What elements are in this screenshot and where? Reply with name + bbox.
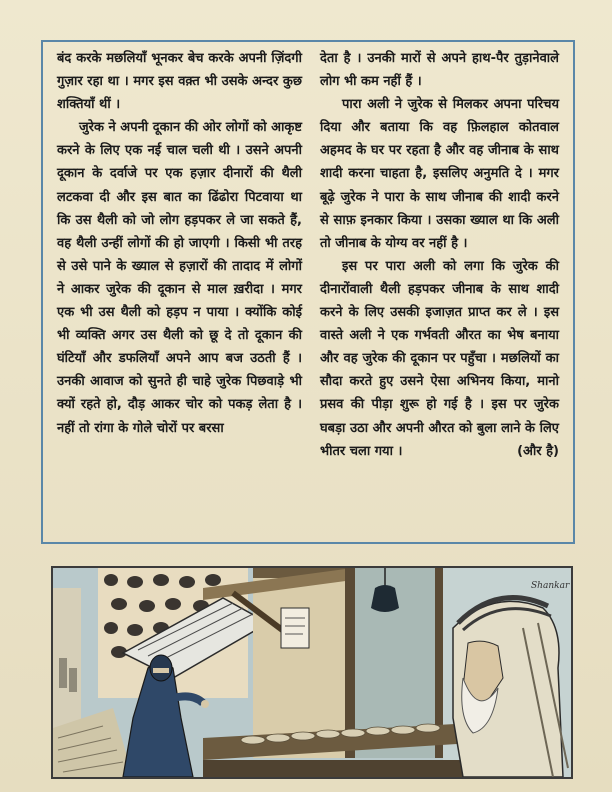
left-paragraph-2: जुरेक ने अपनी दूकान की ओर लोगों को आकृष्ट करने के लिए एक नई चाल चली थी । उसने अपनी दूकान के दर्वाजे पर एक हज़ार दीनारों की थैली लटकवा दी और इस बात का ढिंढोरा पिटवाया था कि उस थैली को जो लोग हड़पकर ले जा सकते हैं, वह थैली उन्हीं लोगों की हो जाएगी । किसी भी तरह से उसे पाने के ख्याल से हज़ारों की तादाद में लोगों ने आकर जुरेक की दूकान से माल ख़रीदा । मगर एक भी उस थैली को हड़प न पाया । क्योंकि कोई भी व्यक्ति अगर उस थैली को छू दे तो दूकान की घंटियाँ और डफलियाँ अपने आप बज उठती हैं । उनकी आवाज को सुनते ही चाहे जुरेक पिछवाड़े भी क्यों रहते हो, दौड़ आकर चोर को पकड़ लेता है । नहीं तो रांगा के गोले चोरों पर बरसा [57,120,302,436]
story-text-frame [41,40,575,544]
right-paragraph-3 [320,255,559,463]
notice-paper [281,608,309,648]
story-illustration [51,566,573,779]
right-paragraph-2: पारा अली ने जुरेक से मिलकर अपना परिचय दिया और बताया कि वह फ़िलहाल कोतवाल अहमद के घर पर रहता है और वह जीनाब के साथ शादी करना चाहता है, इसलिए अनुमति दे । मगर बूढ़े जुरेक ने पारा के साथ जीनाब की शादी करने से साफ़ इनकार किया । उसका ख्याल था कि अली तो जीनाब के योग्य वर नहीं है । [320,97,559,251]
right-paragraph-1: देता है । उनकी मारों से अपने हाथ-पैर तुड़ानेवाले लोग भी कम नहीं हैं । [320,51,559,90]
left-text-column [51,47,308,542]
right-text-column [308,47,565,542]
money-bag [371,585,399,612]
right-paragraph-3-text: इस पर पारा अली को लगा कि जुरेक की दीनारोंवाली थैली हड़पकर जीनाब के साथ शादी करने के लिए उसकी इजाज़त प्राप्त कर ले । इस वास्ते अली ने एक गर्भवती औरत का भेष बनाया और वह जुरेक की दूकान पर पहुँचा । मछलियों का सौदा करते हुए उसने ऐसा अभिनय किया, मानो प्रसव की पीड़ा शुरू हो गई है । इस पर जुरेक घबड़ा उठा और अपनी औरत को बुला लाने के लिए भीतर चला गया । [320,258,559,459]
left-paragraph-1: बंद करके मछलियाँ भूनकर बेच करके अपनी ज़िंदगी गुज़ार रहा था । मगर इस वक़्त भी उसके अन्दर कुछ शक्तियाँ थीं । [57,51,302,113]
artist-signature: Shankar [531,581,570,591]
old-merchant-figure [453,598,568,777]
illustration-drawing [53,568,571,777]
continued-note: (और है) [517,443,559,459]
shop-wall [253,568,348,758]
